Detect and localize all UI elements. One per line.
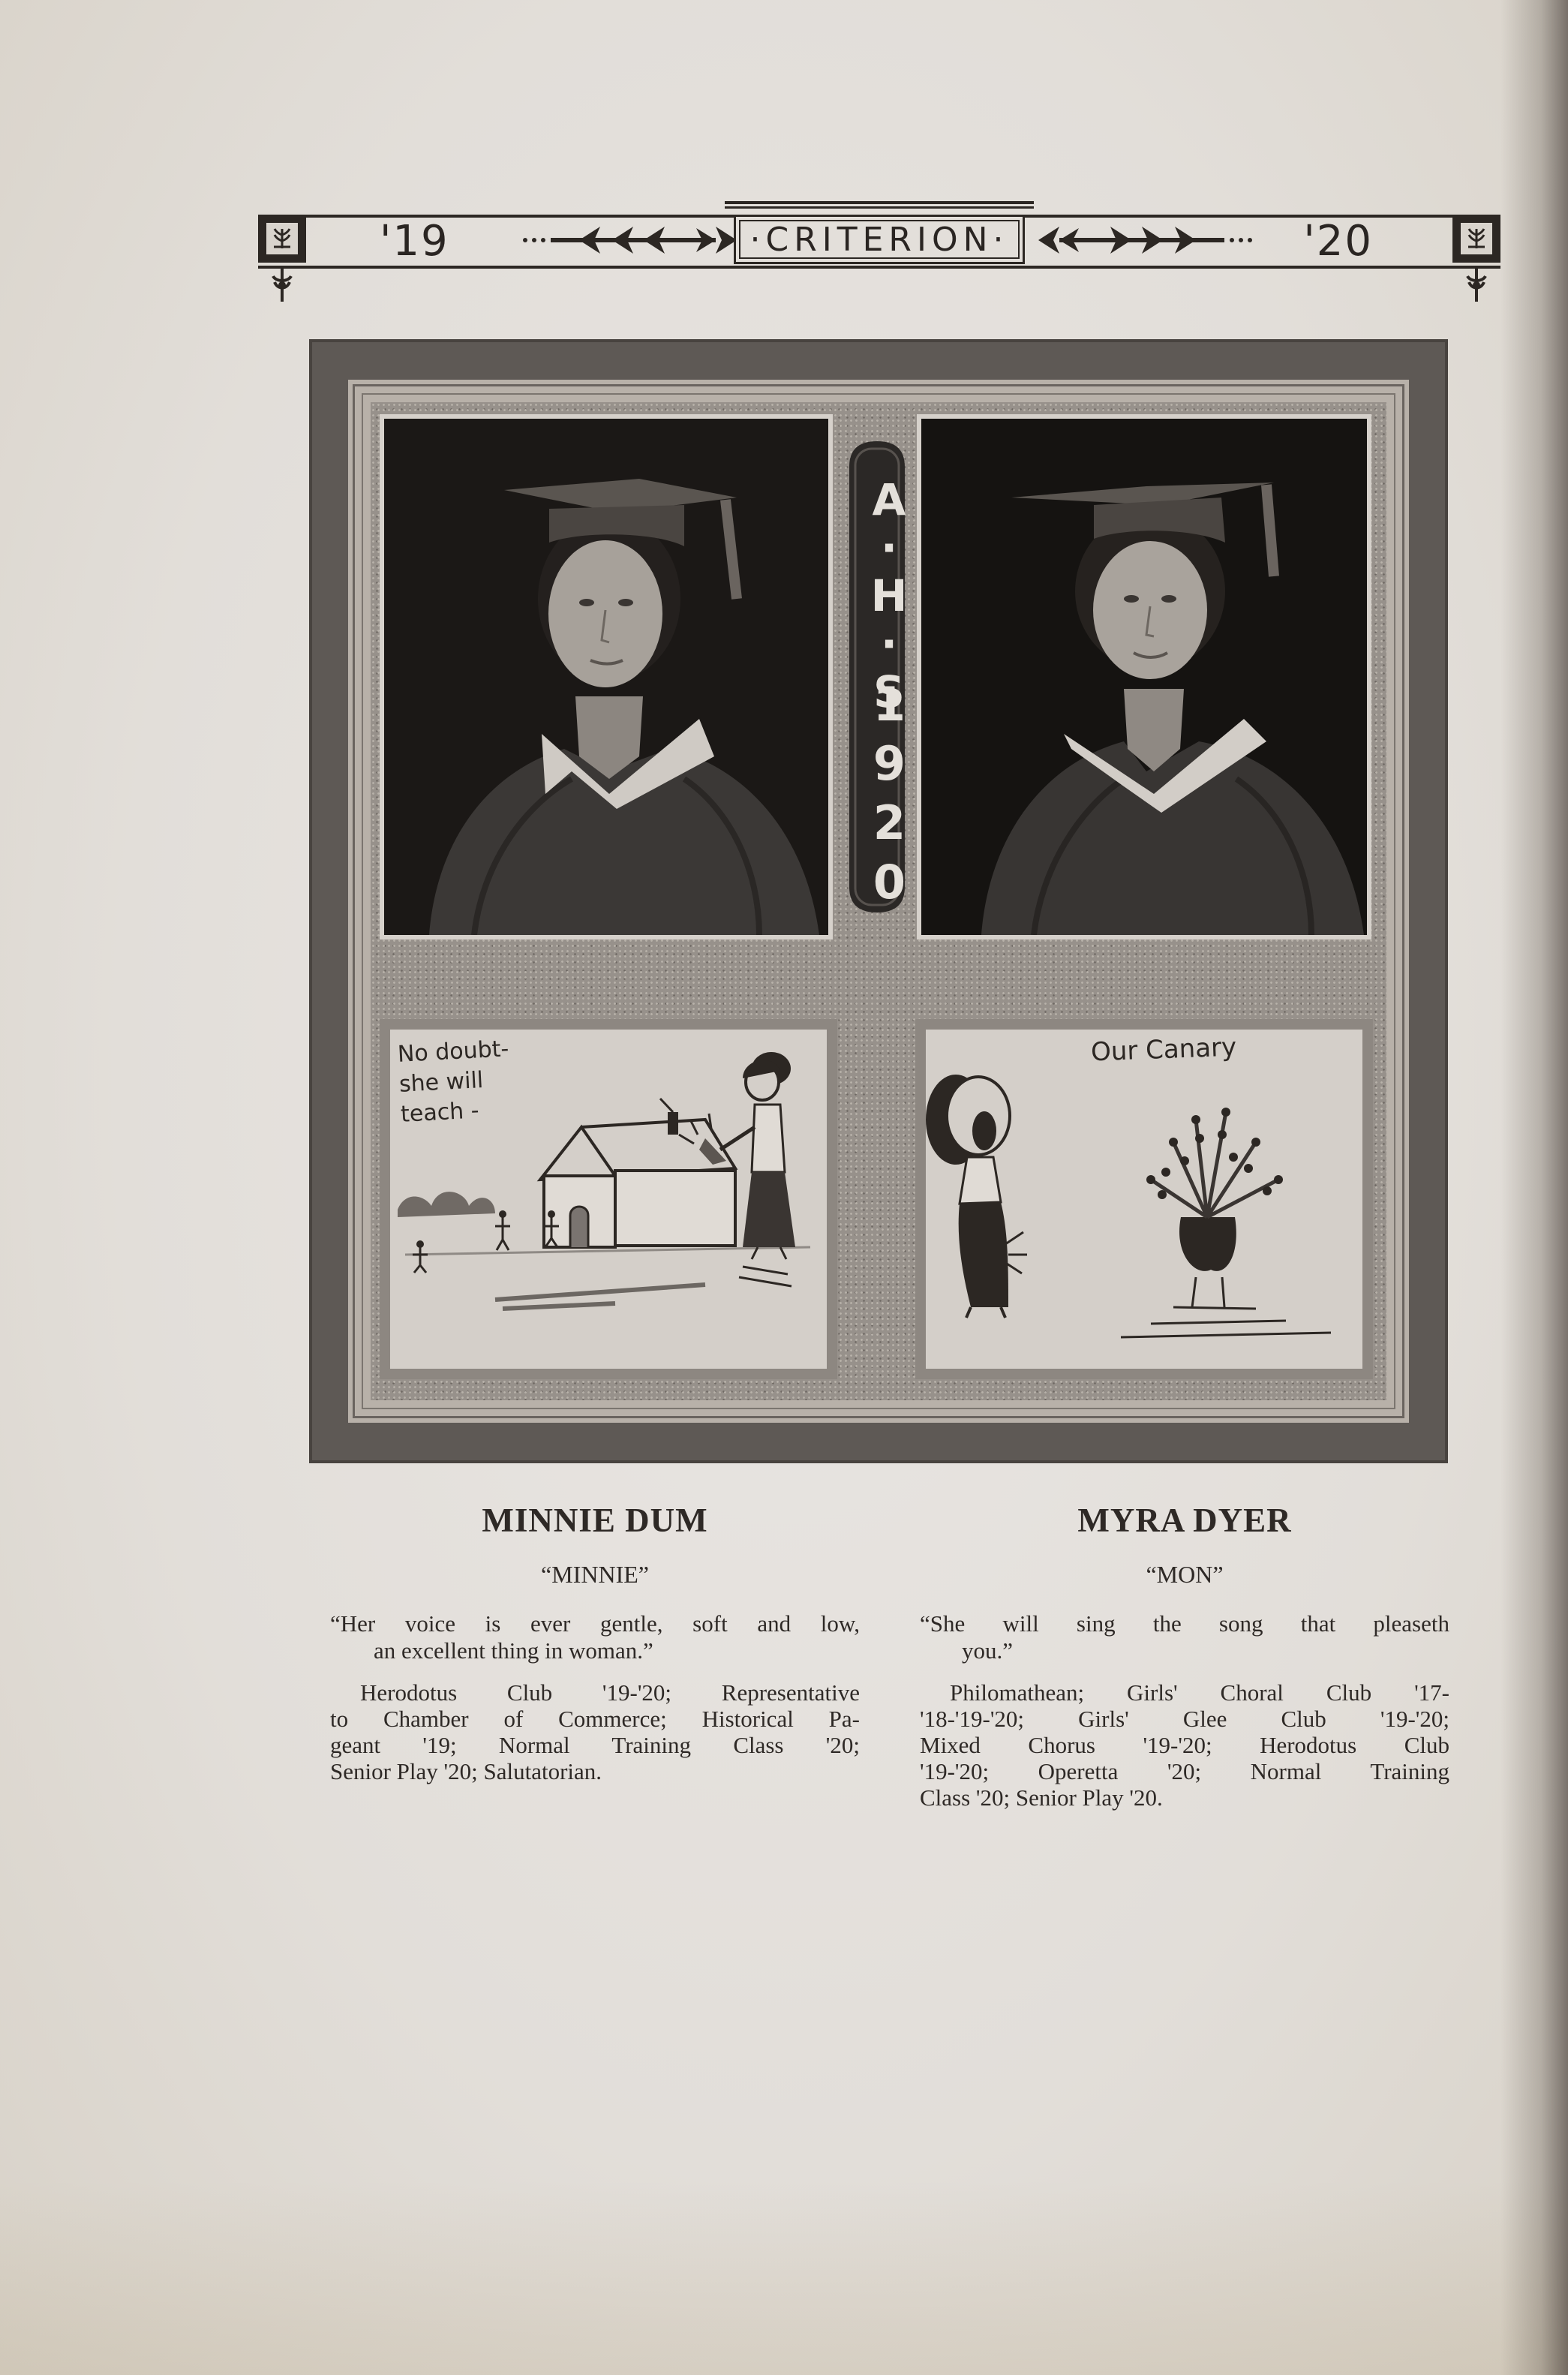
portrait-frame-right — [917, 414, 1371, 939]
cartoon-canary — [926, 1030, 1362, 1369]
pendant-icon — [1461, 266, 1491, 303]
page-header — [258, 197, 1500, 309]
leaf-icon — [1464, 226, 1489, 251]
portrait-minnie-dum — [384, 419, 828, 935]
leaf-icon — [269, 226, 295, 251]
student-nickname: “MINNIE” — [541, 1561, 649, 1588]
activity-line: Herodotus Club '19-'20; Representative — [360, 1679, 860, 1706]
corner-ornament-left — [258, 215, 306, 263]
activity-line: Philomathean; Girls' Choral Club '17- — [950, 1679, 1449, 1706]
student-quote-line-2: an excellent thing in woman.” — [374, 1637, 653, 1664]
activity-line: to Chamber of Commerce; Historical Pa- — [330, 1706, 860, 1732]
sketch-caption-canary: Our Canary — [1090, 1032, 1237, 1068]
student-quote-line-1: “Her voice is ever gentle, soft and low, — [330, 1610, 860, 1637]
student-entry-right — [920, 1498, 1449, 1811]
student-nickname: “MON” — [1146, 1561, 1224, 1588]
student-name: MYRA DYER — [1077, 1502, 1292, 1539]
portrait-myra-dyer — [921, 419, 1367, 935]
banner-school: A·H·S — [864, 474, 915, 714]
sketch-frame-left — [380, 1019, 837, 1379]
activity-line: Class '20; Senior Play '20. — [920, 1784, 1163, 1811]
portrait-frame-left — [380, 414, 833, 939]
activity-line: '19-'20; Operetta '20; Normal Training — [920, 1758, 1449, 1784]
arrow-ornament-left-icon — [519, 219, 737, 261]
activity-line: geant '19; Normal Training Class '20; — [330, 1732, 860, 1758]
activity-line: Mixed Chorus '19-'20; Herodotus Club — [920, 1732, 1449, 1758]
student-quote-line-2: you.” — [962, 1637, 1014, 1664]
binding-shadow — [1500, 0, 1568, 2375]
student-activities — [920, 1679, 1449, 1811]
corner-ornament-right — [1452, 215, 1500, 263]
photo-mount — [309, 339, 1448, 1463]
activity-line: Senior Play '20; Salutatorian. — [330, 1758, 602, 1784]
header-year-left: '19 — [380, 217, 449, 266]
cartoon-teacher — [390, 1030, 827, 1369]
sketch-caption-line-3: teach - — [400, 1097, 480, 1128]
pendant-icon — [267, 266, 297, 303]
student-activities — [330, 1679, 860, 1784]
header-title-plate — [725, 201, 1034, 264]
sketch-frame-right — [915, 1019, 1373, 1379]
student-entry-left — [330, 1498, 860, 1784]
ahs-1920-banner — [842, 437, 917, 917]
activity-line: '18-'19-'20; Girls' Glee Club '19-'20; — [920, 1706, 1449, 1732]
arrow-ornament-right-icon — [1038, 219, 1256, 261]
header-year-right: '20 — [1303, 217, 1373, 266]
student-name: MINNIE DUM — [482, 1502, 708, 1539]
sketch-caption-line-1: No doubt- — [397, 1036, 510, 1068]
student-quote-line-1: “She will sing the song that pleaseth — [920, 1610, 1449, 1637]
page-title: ·CRITERION· — [749, 221, 1009, 259]
banner-year: 1920 — [862, 677, 917, 914]
paper-tone — [0, 2180, 1568, 2375]
sketch-caption-line-2: she will — [398, 1067, 485, 1098]
